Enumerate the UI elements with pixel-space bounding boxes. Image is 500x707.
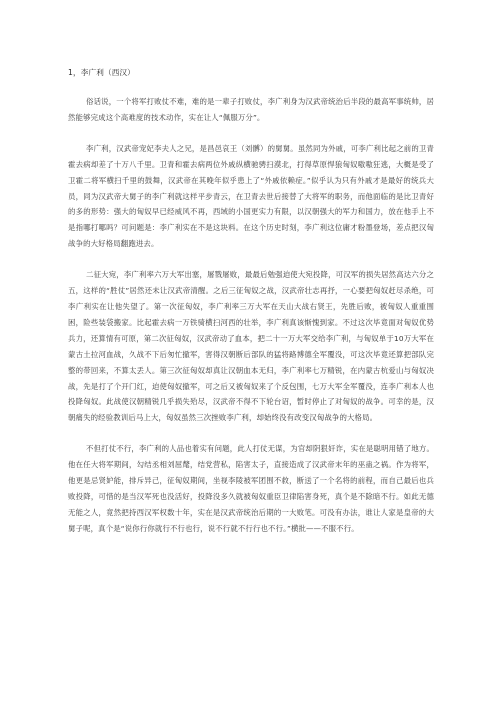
paragraph-intro: 俗话说，一个将军打败仗不难，难的是一辈子打败仗，李广利身为汉武帝统治后半段的最高军事统帅，居然能够完成这个高难度的技术动作，实在让人“佩服万分”。 <box>68 97 434 122</box>
section-heading: 1，李广利（西汉） <box>68 68 135 77</box>
document-page <box>68 66 434 537</box>
paragraph-background: 李广利，汉武帝宠妃李夫人之兄，是昌邑哀王（刘髆）的舅舅。虽然同为外戚，可李广利比起之前的卫青霍去病却差了十万八千里。卫青和霍去病两位外戚纵横驰骋扫漠北，打得草原悍狼匈奴嗷嗷狂逃，大概是受了卫霍二将军横扫千里的鼓舞，汉武帝在其晚年似乎患上了“外戚依赖症。”似乎认为只有外戚才是最好的统兵大员，同为汉武帝大舅子的李广利就这样平步青云，在卫青去世后接替了大将军的职务，而他面临的是比卫青好的多的形势：强大的匈奴早已经威风不再，西域的小国更实力有限，以汉朝强大的军力和国力，放在他手上不是指哪打哪吗？可问题是：李广利实在不是这块料。在这个历史时刻，李广利这位庸才粉墨登场，差点把汉匈战争的大好格局翻跑进去。 <box>68 143 434 249</box>
paragraph-character: 不但打仗不行，李广利的人品也着实有问题，此人打仗无谋，为官却阴狠奸诈，实在是聪明用错了地方。他在任大将军期间，勾结丞相刘屈氂，结党营私，陷害太子，直接造成了汉武帝末年的巫蛊之祸。作为将军，他更是忌贤妒能，排斥异己，征匈奴期间，坐视李陵被军团围不救，断送了一个名将的前程，而自己最后也兵败投降，可惜的是当汉军死也没活好，投降没多久就被匈奴重臣卫律陷害身死，真个是不除暗不行。如此无德无能之人，竟然把持西汉军权数十年，实在是汉武帝统治后期的一大败笔。可没有办法，谁让人家是皇帝的大舅子呢，真个是“说你行你就行不行也行，说不行就不行行也不行。”横批——不服不行。 <box>68 444 434 533</box>
paragraph-campaigns: 二征大宛，李广利率六万大军出塞，屠戮屠败，最最后勉强迫使大宛投降，可汉军的损失居然高达六分之五，这样的“胜仗”居然还未让汉武帝清醒。之后三征匈奴之战，汉武帝壮志再抒，一心要把匈奴赶尽杀绝，可李广利实在让他失望了。第一次征匈奴，李广利率三万大军在天山大战右贤王，先胜后败，被匈奴人重重围困，险些装袋搬家。比起霍去病一万铁骑横扫河西的壮举，李广利真该惭愧到家。不过这次毕竟面对匈奴优势兵力，还算情有可原，第二次征匈奴，汉武帝动了血本，把二十一万大军交给李广利，与匈奴单于10万大军在蒙古土拉河血战，久战不下后匆忙撤军，害得汉朝断后部队的猛将路博德全军覆没，可这次毕竟还算把部队完整的带回来，不算太丢人。第三次征匈奴却真让汉朝血本无归，李广利率七万精锐，在内蒙古杭爱山与匈奴决战，先是打了个开门红，迫使匈奴撤军，可之后又被匈奴来了个反包围，七万大军全军覆没，连李广利本人也投降匈奴。此战使汉朝精锐几乎损失殆尽，汉武帝不得不下轮台诏，暂时停止了对匈奴的战争。可幸的是，汉朝痛失的经验教训后马上大，匈奴虽然三次挫败李广利，却始终没有改变汉匈战争的大格局。 <box>68 270 434 423</box>
